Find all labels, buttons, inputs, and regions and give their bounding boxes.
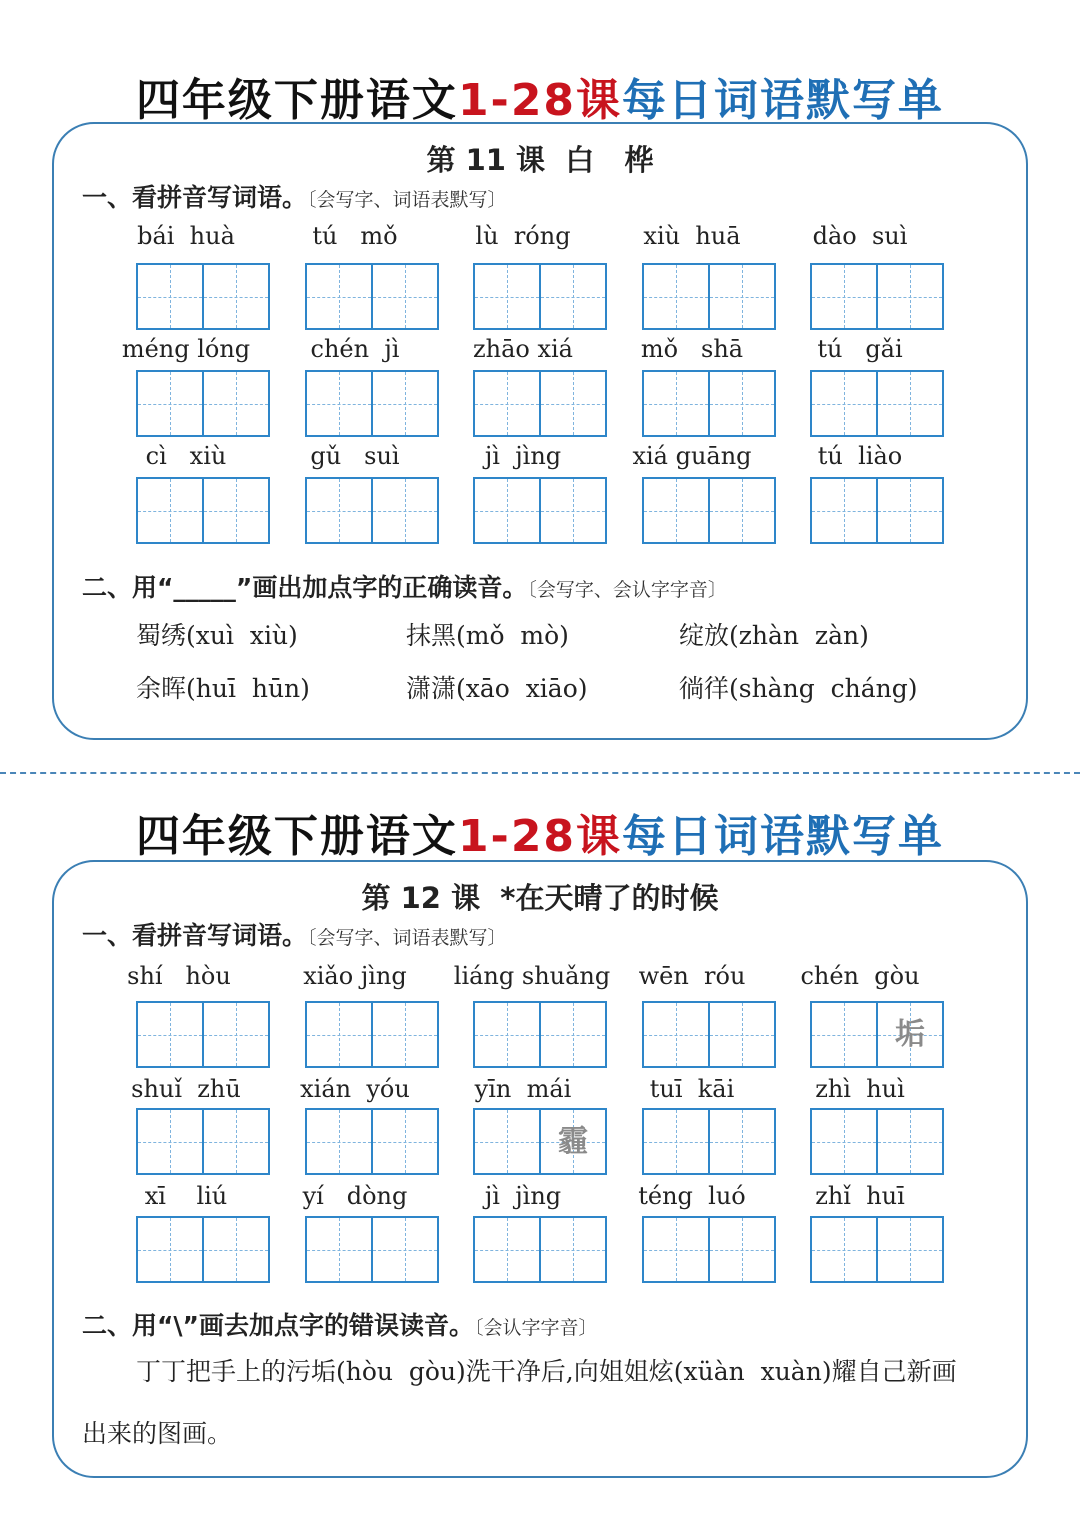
pinyin-label: yí dòng bbox=[302, 1182, 408, 1210]
writing-box-pair[interactable] bbox=[136, 1216, 270, 1283]
reading-item[interactable]: 徜徉(shàng cháng) bbox=[679, 674, 918, 703]
writing-box-pair[interactable] bbox=[305, 263, 439, 330]
writing-box-pair[interactable] bbox=[305, 1216, 439, 1283]
writing-box-pair[interactable] bbox=[473, 1001, 607, 1068]
writing-box-pair[interactable] bbox=[136, 370, 270, 437]
pinyin-label: téng luó bbox=[638, 1182, 746, 1210]
pinyin-label: tuī kāi bbox=[649, 1075, 735, 1103]
pinyin-label: tú mǒ bbox=[312, 222, 398, 250]
pinyin-label: zhǐ huī bbox=[815, 1182, 905, 1210]
lesson-title: 第 12 课 *在天晴了的时候 bbox=[361, 881, 719, 915]
writing-box-pair[interactable] bbox=[473, 477, 607, 544]
worksheet-title bbox=[0, 64, 1080, 128]
writing-box-pair[interactable] bbox=[473, 1108, 607, 1175]
title-grade: 四年级下册语文 bbox=[135, 75, 458, 126]
writing-box-pair[interactable] bbox=[136, 1108, 270, 1175]
worksheet-card bbox=[52, 860, 1028, 1478]
paragraph-line[interactable]: 丁丁把手上的污垢(hòu gòu)洗干净后,向姐姐炫(xüàn xuàn)耀自己新画 bbox=[136, 1357, 957, 1386]
writing-box-pair[interactable] bbox=[473, 1216, 607, 1283]
worksheet-title bbox=[0, 800, 1080, 864]
writing-box-pair[interactable] bbox=[810, 477, 944, 544]
writing-box-pair[interactable] bbox=[473, 370, 607, 437]
pinyin-label: zhāo xiá bbox=[472, 335, 573, 363]
worksheet-card bbox=[52, 122, 1028, 740]
section-heading bbox=[82, 178, 507, 214]
pinyin-label: méng lóng bbox=[121, 335, 251, 363]
pinyin-label: liáng shuǎng bbox=[453, 962, 611, 990]
section-heading bbox=[82, 1306, 598, 1342]
pinyin-label: xī liú bbox=[144, 1182, 228, 1210]
reading-item[interactable]: 绽放(zhàn zàn) bbox=[679, 621, 869, 650]
hint-character: 霾 bbox=[558, 1124, 588, 1159]
paragraph-line: 出来的图画。 bbox=[82, 1419, 233, 1448]
writing-box-pair[interactable] bbox=[305, 1001, 439, 1068]
pinyin-label: shuǐ zhū bbox=[131, 1075, 241, 1103]
reading-item[interactable]: 抹黑(mǒ mò) bbox=[406, 621, 569, 650]
pinyin-label: yīn mái bbox=[474, 1075, 572, 1103]
writing-box-pair[interactable] bbox=[305, 370, 439, 437]
writing-box-pair[interactable] bbox=[810, 1001, 944, 1068]
writing-box-pair[interactable] bbox=[810, 1108, 944, 1175]
lesson-title: 第 11 课 白 桦 bbox=[426, 143, 654, 177]
writing-box-pair[interactable] bbox=[642, 1108, 776, 1175]
writing-box-pair[interactable] bbox=[305, 1108, 439, 1175]
pinyin-label: wēn róu bbox=[638, 962, 746, 990]
section-heading bbox=[82, 916, 507, 952]
pinyin-label: xiù huā bbox=[643, 222, 741, 250]
pinyin-label: xiǎo jìng bbox=[303, 962, 407, 990]
section-note: 〔会写字、会认字字音〕 bbox=[527, 579, 727, 601]
pinyin-label: dào suì bbox=[812, 222, 908, 250]
section-note: 〔会认字字音〕 bbox=[474, 1317, 598, 1339]
title-range: 1-28课 bbox=[457, 75, 623, 126]
pinyin-label: cì xiù bbox=[145, 442, 227, 470]
writing-box-pair[interactable] bbox=[136, 263, 270, 330]
section-heading bbox=[82, 568, 727, 604]
writing-box-pair[interactable] bbox=[642, 263, 776, 330]
hint-character: 垢 bbox=[895, 1017, 925, 1052]
writing-box-pair[interactable] bbox=[642, 370, 776, 437]
cut-line bbox=[0, 772, 1080, 774]
section-heading-text: 二、用“_____”画出加点字的正确读音。 bbox=[82, 573, 528, 602]
title-subject: 每日词语默写单 bbox=[622, 811, 945, 862]
pinyin-label: shí hòu bbox=[127, 962, 231, 990]
writing-box-pair[interactable] bbox=[473, 263, 607, 330]
pinyin-label: jì jìng bbox=[484, 1182, 562, 1210]
title-grade: 四年级下册语文 bbox=[135, 811, 458, 862]
reading-item[interactable]: 潇潇(xāo xiāo) bbox=[406, 674, 588, 703]
pinyin-label: bái huà bbox=[137, 222, 235, 250]
pinyin-label: zhì huì bbox=[815, 1075, 905, 1103]
pinyin-label: jì jìng bbox=[484, 442, 562, 470]
writing-box-pair[interactable] bbox=[642, 1001, 776, 1068]
title-subject: 每日词语默写单 bbox=[622, 75, 945, 126]
writing-box-pair[interactable] bbox=[305, 477, 439, 544]
writing-box-pair[interactable] bbox=[136, 477, 270, 544]
section-note: 〔会写字、词语表默写〕 bbox=[307, 189, 507, 211]
pinyin-label: tú liào bbox=[817, 442, 903, 470]
writing-box-pair[interactable] bbox=[136, 1001, 270, 1068]
writing-box-pair[interactable] bbox=[810, 1216, 944, 1283]
section-heading-text: 一、看拼音写词语。 bbox=[82, 921, 308, 950]
writing-box-pair[interactable] bbox=[642, 477, 776, 544]
reading-item[interactable]: 余晖(huī hūn) bbox=[136, 674, 310, 703]
section-note: 〔会写字、词语表默写〕 bbox=[307, 927, 507, 949]
reading-item[interactable]: 蜀绣(xuì xiù) bbox=[136, 621, 298, 650]
pinyin-label: gǔ suì bbox=[310, 442, 400, 470]
section-heading-text: 一、看拼音写词语。 bbox=[82, 183, 308, 212]
pinyin-label: lù róng bbox=[475, 222, 571, 250]
pinyin-label: chén gòu bbox=[800, 962, 920, 990]
pinyin-label: mǒ shā bbox=[640, 335, 744, 363]
writing-box-pair[interactable] bbox=[810, 263, 944, 330]
section-heading-text: 二、用“\”画去加点字的错误读音。 bbox=[82, 1311, 474, 1340]
pinyin-label: chén jì bbox=[310, 335, 400, 363]
pinyin-label: tú gǎi bbox=[817, 335, 903, 363]
writing-box-pair[interactable] bbox=[642, 1216, 776, 1283]
title-range: 1-28课 bbox=[457, 811, 623, 862]
pinyin-label: xián yóu bbox=[300, 1075, 410, 1103]
pinyin-label: xiá guāng bbox=[632, 442, 752, 470]
writing-box-pair[interactable] bbox=[810, 370, 944, 437]
